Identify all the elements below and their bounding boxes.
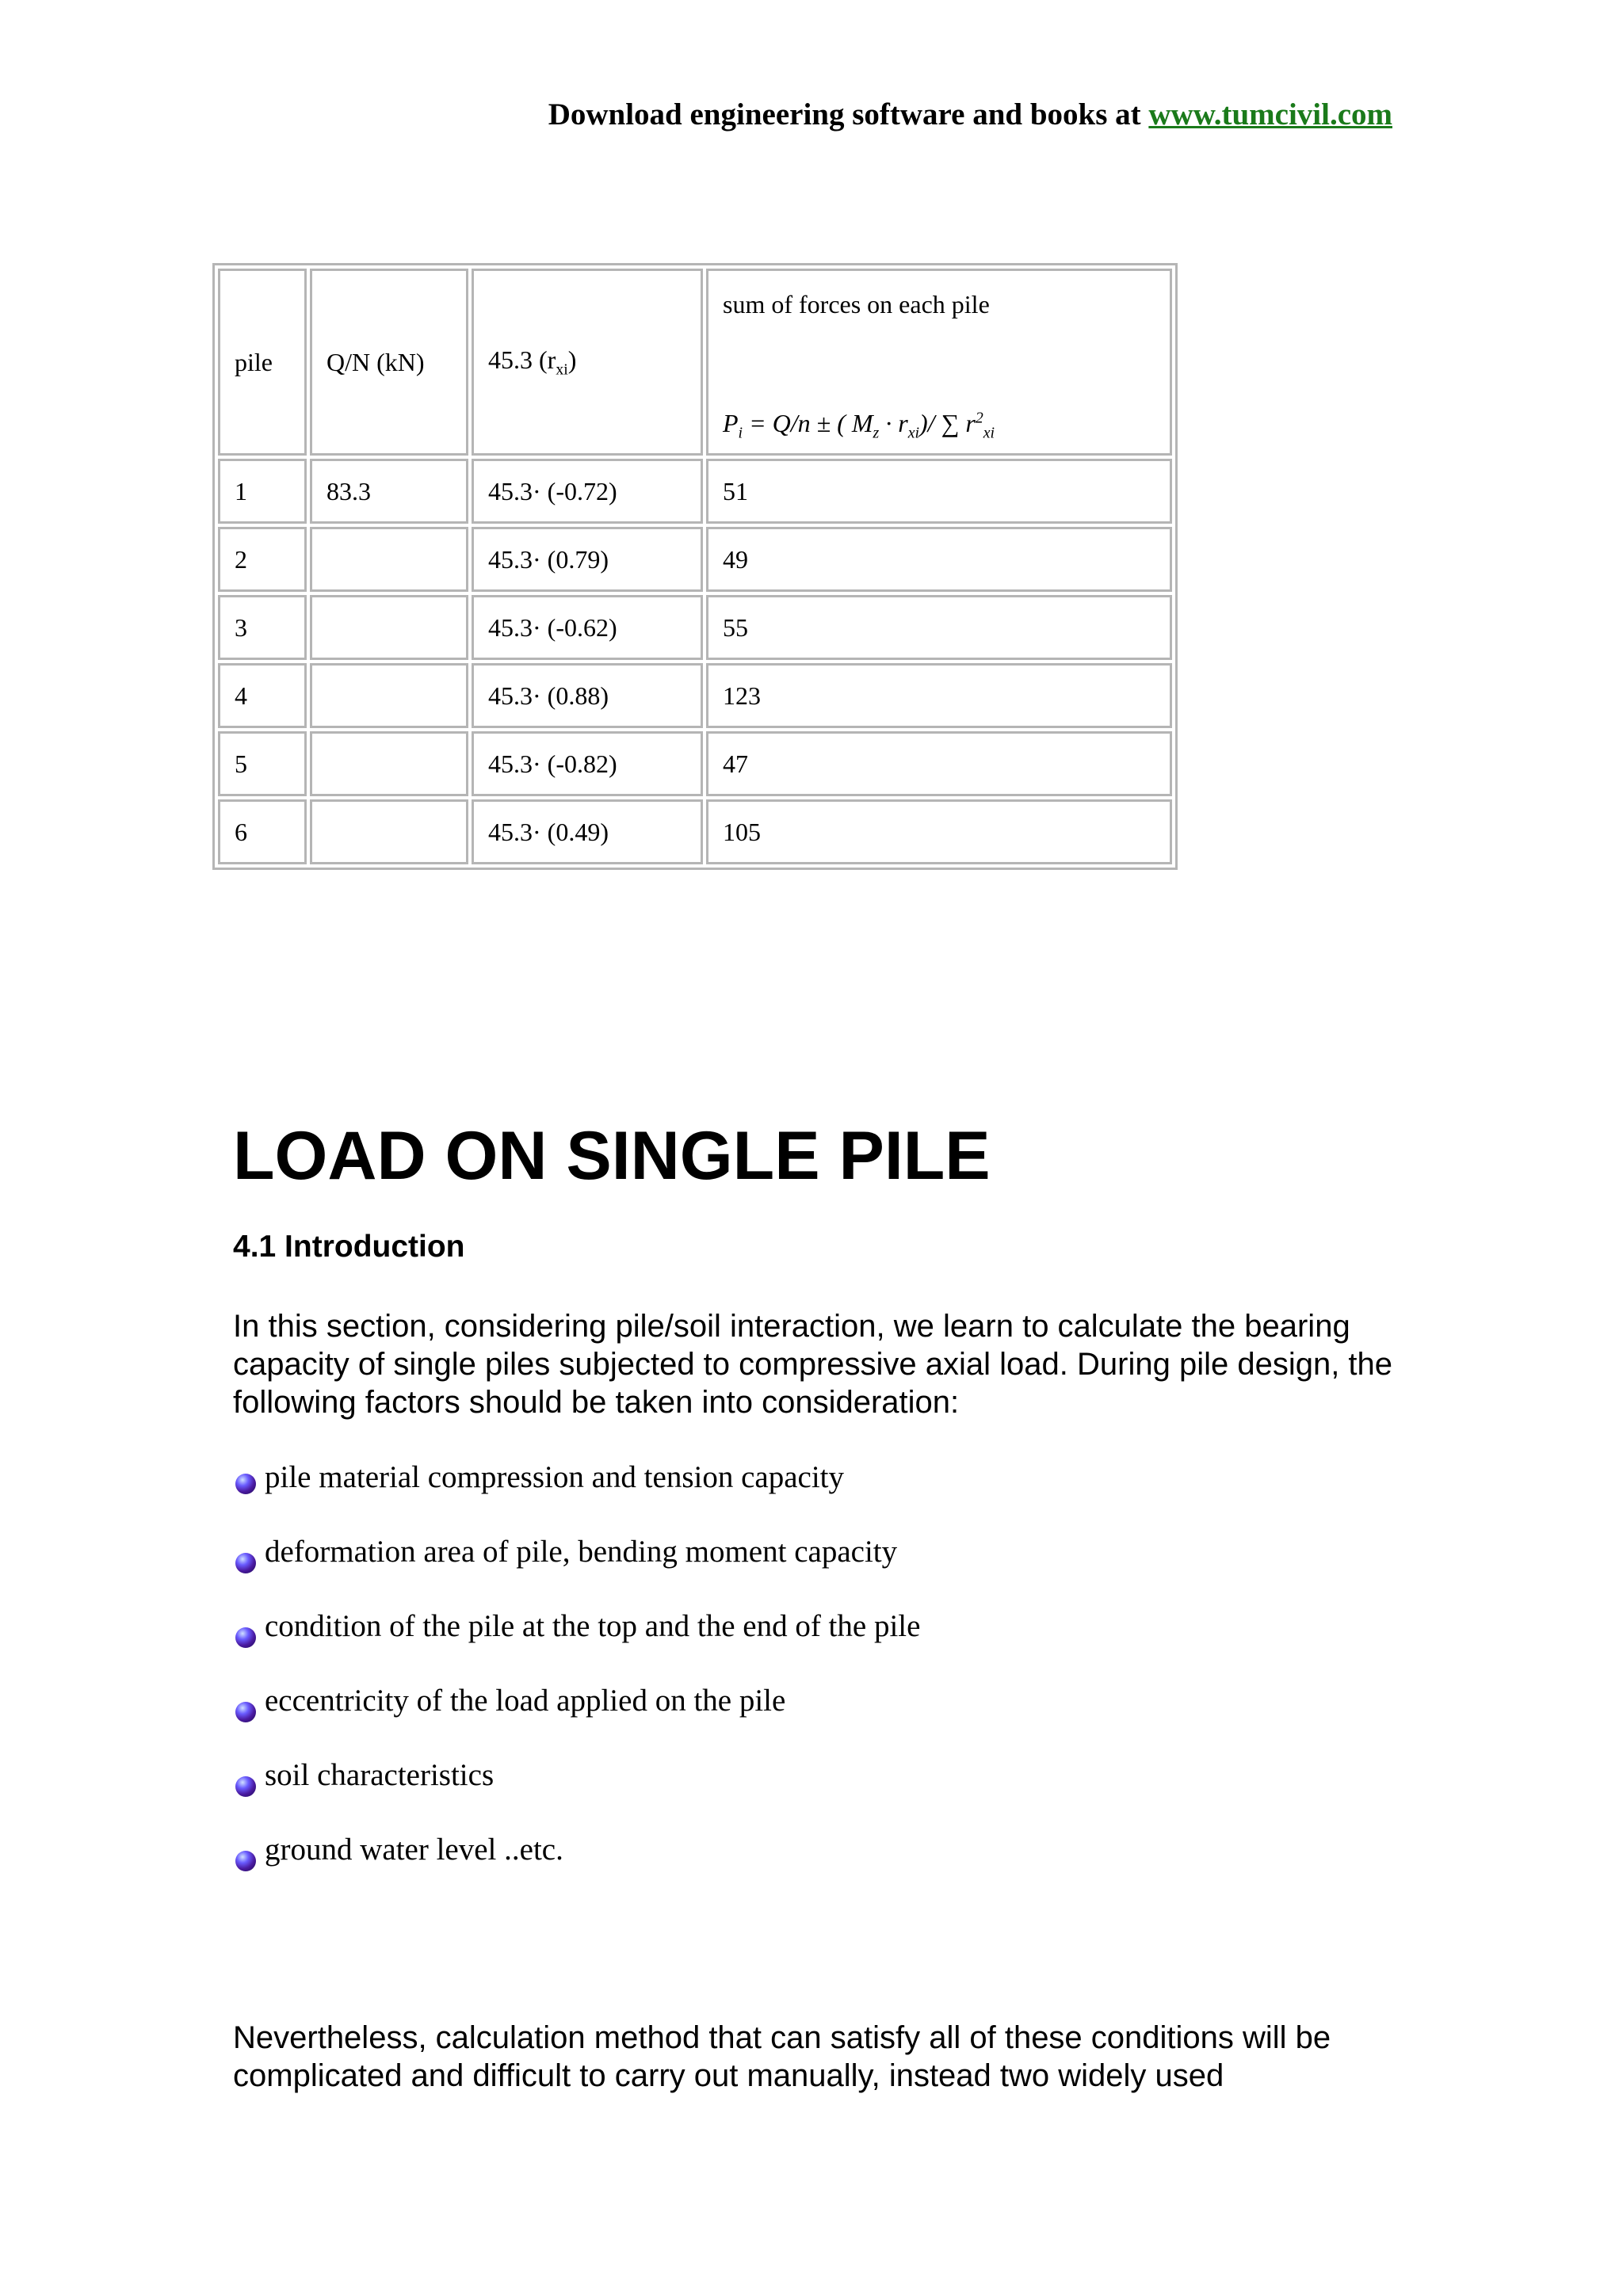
list-item-text: eccentricity of the load applied on the pile bbox=[265, 1684, 786, 1718]
cell-expr: 45.3· (0.49) bbox=[472, 799, 703, 864]
closing-paragraph: Nevertheless, calculation method that can satisfy all of these conditions will be complicated and difficult to carry out manually, instead two widely used bbox=[233, 2020, 1331, 2093]
cell-qn bbox=[310, 799, 468, 864]
cell-qn: 83.3 bbox=[310, 459, 468, 524]
list-item-text: deformation area of pile, bending moment capacity bbox=[265, 1535, 898, 1569]
list-item bbox=[233, 1456, 920, 1531]
intro-paragraph: In this section, considering pile/soil interaction, we learn to calculate the bearing capacity of single piles subjected to compressive axial load. During pile design, the following factors should be taken into consideration: bbox=[233, 1309, 1393, 1420]
factor-list bbox=[233, 1456, 920, 1903]
table-row bbox=[218, 595, 1172, 660]
header-text: Download engineering software and books at bbox=[548, 97, 1149, 132]
table-row bbox=[218, 799, 1172, 864]
header-r: 45.3 $(r_{xi})$ bbox=[472, 269, 703, 456]
cell-pile: 2 bbox=[218, 527, 307, 592]
sphere-bullet-icon bbox=[235, 1851, 256, 1871]
cell-sum: 51 bbox=[706, 459, 1172, 524]
list-item bbox=[233, 1754, 920, 1829]
list-item bbox=[233, 1605, 920, 1680]
subsection-title: 4.1 Introduction bbox=[233, 1230, 465, 1264]
list-item-text: ground water level ..etc. bbox=[265, 1833, 563, 1867]
cell-pile: 3 bbox=[218, 595, 307, 660]
cell-sum: 55 bbox=[706, 595, 1172, 660]
sphere-bullet-icon bbox=[235, 1702, 256, 1722]
cell-qn bbox=[310, 595, 468, 660]
list-item bbox=[233, 1531, 920, 1605]
list-item-text: condition of the pile at the top and the end of the pile bbox=[265, 1609, 921, 1643]
cell-pile: 1 bbox=[218, 459, 307, 524]
sum-title: sum of forces on each pile bbox=[723, 290, 990, 318]
list-item bbox=[233, 1680, 920, 1754]
cell-sum: 105 bbox=[706, 799, 1172, 864]
cell-qn bbox=[310, 527, 468, 592]
cell-qn bbox=[310, 663, 468, 728]
section-title: LOAD ON SINGLE PILE bbox=[233, 1118, 991, 1194]
cell-pile: 4 bbox=[218, 663, 307, 728]
header-pile: pile bbox=[218, 269, 307, 456]
cell-sum: 47 bbox=[706, 731, 1172, 796]
tumcivil-link[interactable]: www.tumcivil.com bbox=[1148, 97, 1392, 132]
pile-forces-table bbox=[212, 263, 1178, 870]
list-item bbox=[233, 1829, 920, 1903]
cell-expr: 45.3· (0.88) bbox=[472, 663, 703, 728]
table-row bbox=[218, 663, 1172, 728]
cell-expr: 45.3· (-0.72) bbox=[472, 459, 703, 524]
table-row bbox=[218, 459, 1172, 524]
cell-expr: 45.3· (0.79) bbox=[472, 527, 703, 592]
sphere-bullet-icon bbox=[235, 1553, 256, 1573]
table-row bbox=[218, 527, 1172, 592]
header-sum bbox=[706, 269, 1172, 456]
header-qn: Q/N (kN) bbox=[310, 269, 468, 456]
cell-expr: 45.3· (-0.82) bbox=[472, 731, 703, 796]
list-item-text: soil characteristics bbox=[265, 1758, 495, 1792]
force-formula: $P_i = Q/n$ ± ( $M_z \cdot r_{xi})/$ ∑ $r^2_{xi}$ bbox=[723, 408, 995, 441]
cell-pile: 5 bbox=[218, 731, 307, 796]
cell-expr: 45.3· (-0.62) bbox=[472, 595, 703, 660]
cell-pile: 6 bbox=[218, 799, 307, 864]
page-header bbox=[0, 97, 1392, 132]
sphere-bullet-icon bbox=[235, 1627, 256, 1648]
table-header-row bbox=[218, 269, 1172, 456]
sphere-bullet-icon bbox=[235, 1474, 256, 1494]
table-row bbox=[218, 731, 1172, 796]
list-item-text: pile material compression and tension capacity bbox=[265, 1460, 845, 1494]
cell-qn bbox=[310, 731, 468, 796]
cell-sum: 123 bbox=[706, 663, 1172, 728]
cell-sum: 49 bbox=[706, 527, 1172, 592]
sphere-bullet-icon bbox=[235, 1776, 256, 1797]
